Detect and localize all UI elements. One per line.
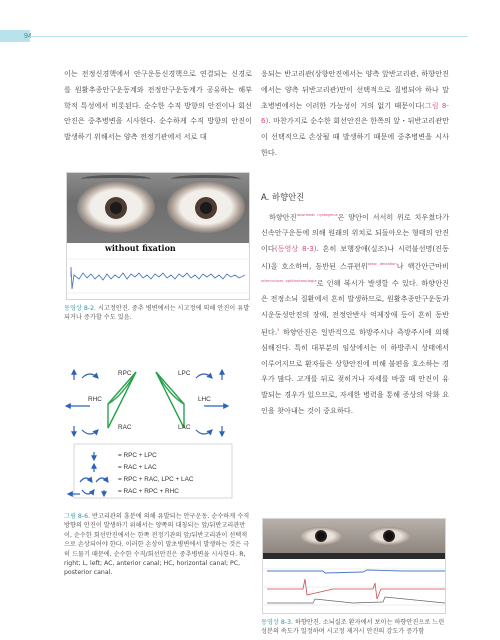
label-lpc: LPC (178, 370, 191, 377)
label-rpc: RPC (118, 370, 132, 377)
downbeat-trace (263, 559, 445, 613)
label-rhc: RHC (88, 396, 102, 403)
right-paragraph-2: 하향안진$^{downbeat nystagmus}$은 양안이 서서히 위로 치우쳤다가 신속안구운동에 의해 원래의 위치로 되돌아오는 형태의 안진이다(동영상 8-3). 흔히 보행장애(실조)나 시력불선명(진동시)을 호소하며, 동반된 스큐편위$^{skew deviation}$나 핵간안근마비$^{internuclear ophthalmoplegia}$로 인해 복시가 발생할 수 있다. 하향안진은 전정소뇌 질환에서 흔히 발생하므로, 원활추종안구운동과 시운동성안진의 장애, 전정안반사 억제장애 등이 흔히 동반된다.$^5$ 하향안진은 일반적으로 하방주시나 측방주시에 의해 심해진다. 특히 대부분의 임상에서는 이 하방주시 상태에서 이루어지므로 환자들은 상향안진에 비해 불편을 호소하는 경우가 많다. 고개를 뒤로 젖히거나 자세를 바꿀 때 안진이 유발되는 경우가 있으므로, 자세한 병력을 통해 증상의 악화 요인을 찾아내는 것이 중요하다. (261, 212, 450, 415)
figure-8-2-caption: 동영상 8-2. 시고정안진. 중추 병변에서는 시고정에 의해 안진이 유발되거나 증가할 수도 있음. (64, 305, 250, 322)
rpc-rac-canal-shape (108, 372, 136, 428)
header-rule (30, 36, 468, 37)
face-photo (263, 519, 445, 553)
label-lhc: LHC (198, 396, 211, 403)
ref-video-8-3[interactable]: (동영상 8-3) (274, 243, 317, 253)
right-column (261, 66, 449, 161)
figure-8-2[interactable] (66, 172, 250, 300)
lpc-lac-canal-shape (156, 372, 184, 428)
eye-photo (67, 173, 249, 243)
left-eye (77, 181, 155, 233)
nystagmus-trace (67, 253, 249, 299)
page-number: 94 (24, 33, 32, 40)
left-eye (299, 527, 343, 545)
right-paragraph-1: 응되는 반고리관(상향안진에서는 양측 앞반고리관, 하향안진에서는 양측 뒤반고리관)만이 선택적으로 질병되야 하나 말초병변에서는 이러한 가능성이 거의 없기 때문이다(그림 8-6). 마찬가지로 순수한 회선안진은 한쪽의 앞・뒤반고리관만이 선택적으로 손상될 때 발생하기 때문에 중추병변을 시사한다. (261, 69, 449, 157)
figure-8-6-diagram (60, 368, 252, 500)
legend-line-1: = RPC + LPC (118, 452, 157, 459)
right-eye (367, 527, 411, 545)
figure-8-3[interactable] (262, 518, 446, 614)
right-eye (167, 181, 245, 233)
figure-8-6-caption: 그림 8-6. 반고리관의 흥분에 의해 유발되는 안구운동. 순수하게 수직 방향의 안진이 발생하기 위해서는 양쪽의 대칭되는 앞/뒤반고리관만이, 순수한 회선안진에서는 한쪽 전정기관의 앞/뒤반고리관이 선택적으로 손상되어야 한다. 이러한 손상이 말초병변에서 발생하는 것은 극히 드물기 때문에, 순수한 수직/회선안진은 중추병변을 시사한다. R, right; L, left; AC, anterior canal; HC, horizontal canal; PC, posterior canal. (64, 513, 250, 577)
legend-line-3: = RPC + RAC, LPC + LAC (118, 476, 194, 483)
label-lac: LAC (178, 424, 191, 431)
legend-line-2: = RAC + LAC (118, 464, 157, 471)
fixation-label: without fixation (105, 243, 176, 253)
left-paragraph: 이는 전정신경핵에서 안구운동신경핵으로 연결되는 신경로를 원활추종안구운동계와 전정안구운동계가 공유하는 해부학적 특성에서 비롯된다. 순수한 수직 방향의 안진이나 회선안진은 중추병변을 시사한다. 순수하게 수직 방향의 안진이 발생하기 위해서는 양측 전정기관에서 서로 대 (64, 69, 252, 142)
figure-8-3-caption: 동영상 8-3. 하향안진. 소뇌실조 환자에서 보이는 하향안진으로 느린성분의 속도가 일정하며 시고정 제거시 안진의 강도가 증가함 (261, 619, 445, 636)
ref-figure-8-6[interactable]: (그림 8-6) (261, 100, 449, 126)
right-column-body (261, 208, 449, 419)
left-column (64, 66, 252, 145)
label-rac: RAC (118, 424, 132, 431)
section-heading: A. 하향안진 (261, 192, 305, 202)
legend-line-4: = RAC + RPC + RHC (118, 488, 179, 495)
